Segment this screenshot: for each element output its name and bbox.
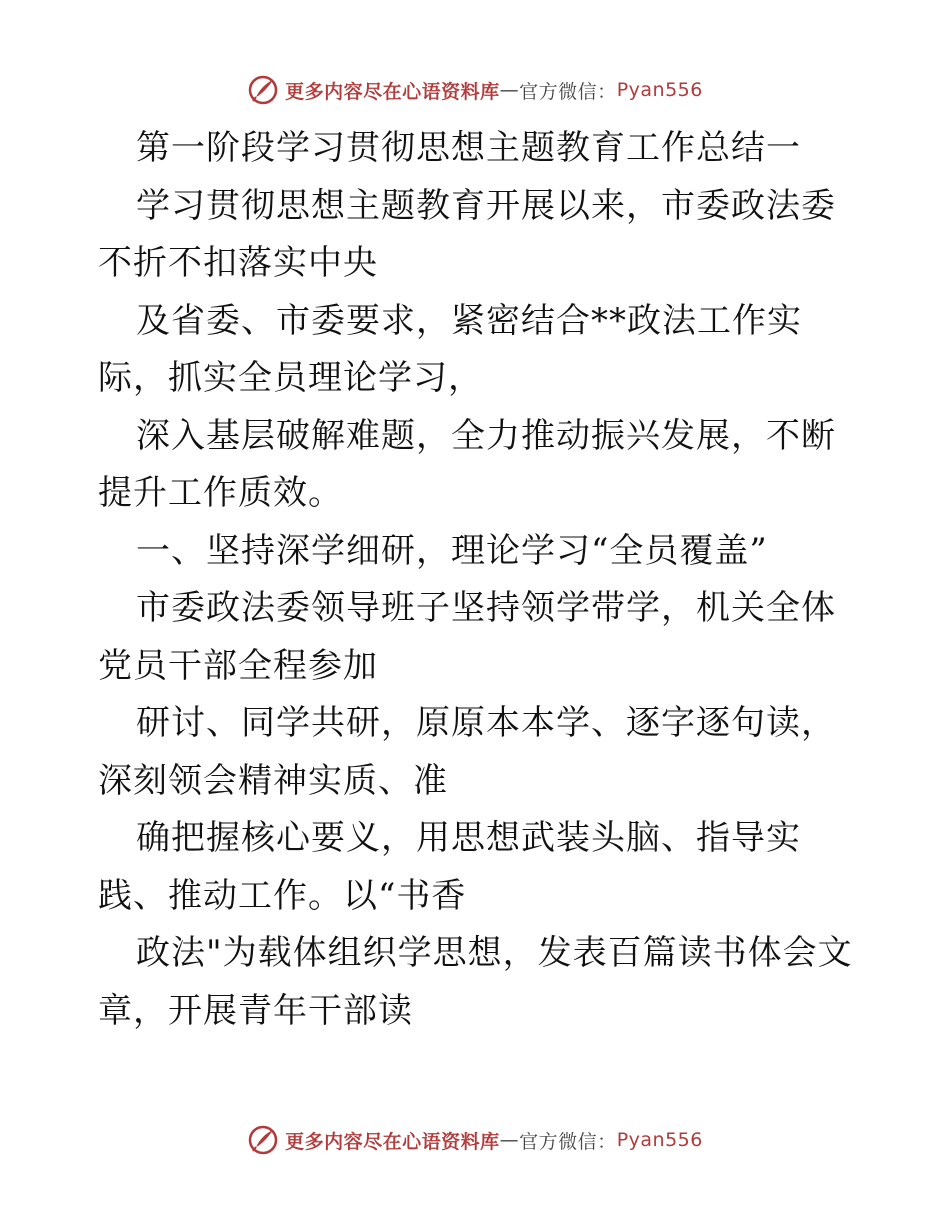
watermark-wechat-label: 官方微信： <box>519 1130 617 1153</box>
document-paragraph: 及省委、市委要求，紧密结合**政法工作实际，抓实全员理论学习， <box>98 300 802 398</box>
feather-pen-logo-icon <box>247 74 279 106</box>
watermark-wechat-label: 官方微信： <box>519 80 617 103</box>
watermark-footer <box>0 1120 950 1160</box>
feather-pen-logo-icon <box>247 1124 279 1156</box>
watermark-separator: — <box>499 1129 520 1151</box>
watermark-wechat-id: Pyan556 <box>616 1129 703 1151</box>
document-paragraph: 确把握核心要义，用思想武装头脑、指导实践、推动工作。以“书香 <box>98 818 801 916</box>
document-paragraph: 政法"为载体组织学思想，发表百篇读书体会文章，开展青年干部读 <box>98 933 853 1031</box>
document-paragraph: 第一阶段学习贯彻思想主题教育工作总结一 <box>136 128 801 168</box>
watermark-wechat-id: Pyan556 <box>616 79 703 101</box>
watermark-header <box>0 70 950 110</box>
section-heading: 一、坚持深学细研，理论学习“全员覆盖” <box>136 530 768 571</box>
document-paragraph: 市委政法委领导班子坚持领学带学，机关全体党员干部全程参加 <box>98 588 836 686</box>
document-body <box>98 120 858 1040</box>
document-paragraph: 学习贯彻思想主题教育开展以来，市委政法委不折不扣落实中央 <box>98 185 836 283</box>
watermark-brand: 更多内容尽在心语资料库 <box>285 1130 500 1153</box>
document-paragraph: 深入基层破解难题，全力推动振兴发展，不断提升工作质效。 <box>98 415 836 513</box>
watermark-brand: 更多内容尽在心语资料库 <box>285 80 500 103</box>
document-paragraph: 研讨、同学共研，原原本本学、逐字逐句读，深刻领会精神实质、准 <box>98 703 836 801</box>
watermark-separator: — <box>499 79 520 101</box>
